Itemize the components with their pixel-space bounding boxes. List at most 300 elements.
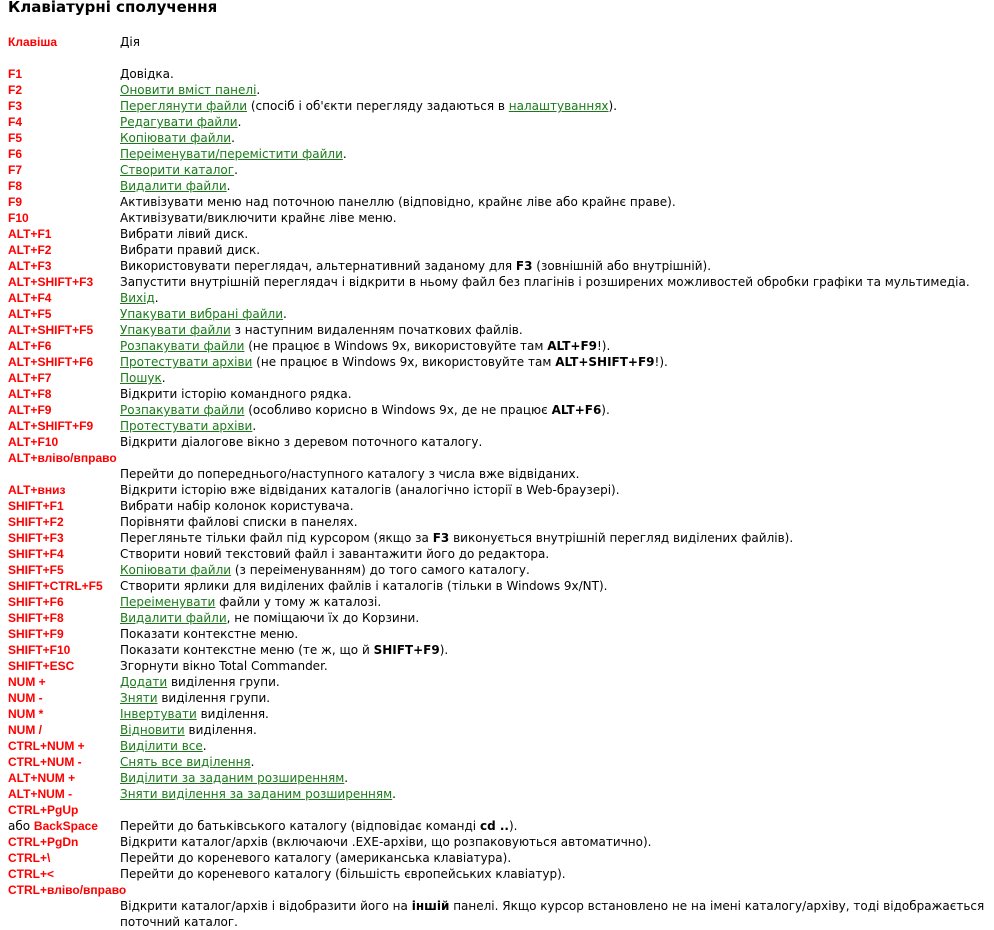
table-row (0, 626, 994, 642)
description-text: !). (654, 355, 668, 369)
description-text: . (250, 755, 255, 769)
shortcut-description (120, 226, 986, 242)
description-text: виділення групи. (157, 691, 271, 705)
help-link[interactable]: Розпакувати файли (120, 403, 245, 417)
description-text: Перейти до кореневого каталогу (більшість європейських клавіатур). (120, 867, 566, 881)
key-label: ALT+F5 (8, 307, 52, 321)
key-label: ALT+F1 (8, 227, 52, 241)
key-label: ALT+F4 (8, 291, 52, 305)
shortcut-key (8, 818, 98, 834)
key-reference: ALT+SHIFT+F9 (555, 355, 655, 369)
table-row (0, 658, 994, 674)
help-link[interactable]: Протестувати архіви (120, 419, 253, 433)
shortcut-description (120, 626, 986, 642)
table-row (0, 386, 994, 402)
description-text: Відкрити історію вже відвіданих каталогів (аналогічно історії в Web-браузері). (120, 483, 620, 497)
shortcut-description (120, 178, 986, 194)
description-text: . (237, 115, 242, 129)
help-link[interactable]: Зняти (120, 691, 158, 705)
description-text: Перегляньте тільки файл під курсором (якщо за (120, 531, 433, 545)
shortcut-description (120, 866, 986, 882)
shortcut-key (8, 66, 22, 82)
table-row (0, 802, 994, 818)
description-text: Вибрати набір колонок користувача. (120, 499, 354, 513)
description-text: Запустити внутрішній переглядач і відкрити в ньому файл без плагінів і розширених можливостей обробки графіки та мультимедіа. (120, 275, 970, 289)
table-row (0, 770, 994, 786)
help-link[interactable]: Вихід (120, 291, 155, 305)
shortcut-description (120, 386, 986, 402)
description-text: (особливо корисно в Windows 9x, де не працює (244, 403, 552, 417)
shortcut-description (120, 274, 986, 290)
table-row (0, 578, 994, 594)
shortcut-description (120, 306, 986, 322)
key-reference: cd .. (479, 819, 509, 833)
help-link[interactable]: Оновити вміст панелі (120, 83, 257, 97)
key-label: CTRL+PgUp (8, 803, 79, 817)
shortcut-key (8, 354, 93, 370)
key-label: F4 (8, 115, 23, 129)
shortcut-description (120, 82, 986, 98)
help-link[interactable]: Виділити все (120, 739, 203, 753)
table-row (0, 882, 994, 898)
description-text: виділення групи. (167, 675, 280, 689)
shortcut-description (120, 850, 986, 866)
key-label: CTRL+\ (8, 851, 51, 865)
key-label: F5 (8, 131, 23, 145)
key-prefix: або (8, 819, 34, 833)
shortcut-key (8, 834, 78, 850)
table-row (0, 706, 994, 722)
shortcut-key (8, 226, 51, 242)
key-label: CTRL+NUM + (8, 739, 85, 753)
description-text: файли у тому ж каталозі. (215, 595, 382, 609)
shortcut-description (120, 738, 986, 754)
description-text: . (344, 771, 349, 785)
description-text: !). (597, 339, 611, 353)
description-text: Відкрити каталог/архів і відобразити його на (120, 899, 412, 913)
table-row (0, 290, 994, 306)
table-row (0, 130, 994, 146)
shortcut-description (120, 114, 986, 130)
table-row (0, 722, 994, 738)
description-text: . (252, 419, 257, 433)
key-label: NUM * (8, 707, 44, 721)
key-label: BackSpace (33, 819, 98, 833)
shortcut-key (8, 578, 103, 594)
key-label: SHIFT+F4 (8, 547, 64, 561)
shortcut-description (120, 498, 986, 514)
key-label: SHIFT+F2 (8, 515, 64, 529)
shortcut-key (8, 178, 22, 194)
description-text: Перейти до кореневого каталогу (американська клавіатура). (120, 851, 512, 865)
key-label: SHIFT+F5 (8, 563, 64, 577)
description-text: Відкрити діалогове вікно з деревом поточного каталогу. (120, 435, 483, 449)
column-header-key: Клавіша (8, 35, 58, 49)
key-label: ALT+SHIFT+F6 (8, 355, 94, 369)
key-label: ALT+F8 (8, 387, 52, 401)
shortcut-description (120, 210, 986, 226)
shortcut-description (120, 242, 986, 258)
shortcut-key (8, 498, 64, 514)
key-label: CTRL+PgDn (8, 835, 79, 849)
shortcut-key (8, 242, 51, 258)
table-row (0, 306, 994, 322)
key-label: SHIFT+F3 (8, 531, 64, 545)
key-label: F2 (8, 83, 23, 97)
key-label: ALT+F3 (8, 259, 52, 273)
description-text: . (283, 307, 287, 321)
description-text: . (161, 371, 166, 385)
shortcut-key (8, 114, 22, 130)
shortcut-description (120, 658, 986, 674)
table-row (0, 98, 994, 114)
shortcut-description (120, 578, 986, 594)
description-text: . (342, 147, 347, 161)
table-row (0, 402, 994, 418)
column-header-action: Дія (120, 35, 140, 49)
description-text: Перейти до попереднього/наступного каталогу з числа вже відвіданих. (120, 467, 580, 481)
description-text: ). (439, 643, 449, 657)
description-text: Порівняти файлові списки в панелях. (120, 515, 358, 529)
shortcut-key (8, 402, 51, 418)
shortcut-key (8, 754, 82, 770)
table-row (0, 866, 994, 882)
shortcut-key (8, 306, 51, 322)
shortcut-key (8, 546, 64, 562)
help-link[interactable]: Переіменувати (120, 595, 216, 609)
key-reference: ALT+F9 (547, 339, 597, 353)
shortcut-key (8, 386, 51, 402)
description-text: ). (601, 403, 610, 417)
table-row (0, 274, 994, 290)
key-label: ALT+F2 (8, 243, 52, 257)
key-label: CTRL+< (8, 867, 55, 881)
shortcut-key (8, 658, 74, 674)
shortcut-description (120, 898, 986, 930)
table-row (0, 818, 994, 834)
table-row (0, 418, 994, 434)
description-text: Активізувати меню над поточною панеллю (відповідно, крайнє ліве або крайнє праве). (120, 195, 676, 209)
key-label: NUM / (8, 723, 42, 737)
table-row (0, 850, 994, 866)
shortcut-description (120, 482, 986, 498)
shortcut-key (8, 434, 58, 450)
table-row (0, 546, 994, 562)
shortcut-description (120, 370, 986, 386)
table-row (0, 834, 994, 850)
shortcut-description (120, 770, 986, 786)
key-label: CTRL+NUM - (8, 755, 82, 769)
key-label: SHIFT+F1 (8, 499, 64, 513)
description-text: Згорнути вікно Total Commander. (120, 659, 328, 673)
help-link[interactable]: Переглянути файли (120, 99, 248, 113)
description-text: виконується внутрішній перегляд виділених файлів). (449, 531, 794, 545)
shortcut-key (8, 530, 64, 546)
shortcut-description (120, 130, 986, 146)
key-label: SHIFT+ESC (8, 659, 75, 673)
shortcut-description (120, 514, 986, 530)
help-link[interactable]: Копіювати файли (120, 131, 232, 145)
shortcut-description (120, 162, 986, 178)
description-text: (спосіб і об'єкти перегляду задаються в (247, 99, 509, 113)
key-label: ALT+F6 (8, 339, 52, 353)
table-row (0, 66, 994, 82)
shortcut-description (120, 402, 986, 418)
shortcut-description (120, 354, 986, 370)
shortcut-description (120, 674, 986, 690)
description-text: Вибрати правий диск. (120, 243, 261, 257)
description-text: , не поміщаючи їх до Корзини. (226, 611, 420, 625)
shortcut-description (120, 562, 986, 578)
table-row (0, 178, 994, 194)
description-text: . (154, 291, 159, 305)
table-row (0, 754, 994, 770)
table-row (0, 674, 994, 690)
key-label: CTRL+вліво/вправо (8, 883, 127, 897)
description-text: (зовнішній або внутрішній). (532, 259, 712, 273)
key-label: NUM + (8, 675, 46, 689)
key-label: SHIFT+CTRL+F5 (8, 579, 103, 593)
table-row (0, 498, 994, 514)
description-text: панелі. Якщо курсор встановлено не на імені каталогу/архіву, тоді відображається поточний каталог. (120, 899, 985, 929)
key-label: F6 (8, 147, 23, 161)
description-text: . (202, 739, 207, 753)
shortcut-key (8, 866, 54, 882)
key-reference: F3 (515, 259, 533, 273)
shortcut-description (120, 258, 986, 274)
shortcut-key (8, 738, 85, 754)
key-label: ALT+NUM + (8, 771, 76, 785)
shortcut-key (8, 482, 65, 498)
description-text: Перейти до батьківського каталогу (відповідає команді (120, 819, 480, 833)
shortcut-key (8, 370, 51, 386)
shortcut-description (120, 338, 986, 354)
description-text: Вибрати лівий диск. (120, 227, 249, 241)
shortcut-description (120, 642, 986, 658)
shortcut-description (120, 146, 986, 162)
key-label: F9 (8, 195, 23, 209)
shortcut-description (120, 546, 986, 562)
shortcut-key (8, 146, 22, 162)
help-link[interactable]: Видалити файли (120, 179, 227, 193)
key-label: ALT+SHIFT+F9 (8, 419, 94, 433)
key-reference: ALT+F6 (551, 403, 602, 417)
help-link[interactable]: Створити каталог (120, 163, 235, 177)
shortcut-key (8, 882, 126, 898)
table-row (0, 114, 994, 130)
key-label: ALT+вниз (8, 483, 66, 497)
shortcut-description (120, 98, 986, 114)
description-text: . (392, 787, 396, 801)
description-text: Створити новий текстовий файл і завантажити його до редактора. (120, 547, 550, 561)
table-row (0, 226, 994, 242)
key-label: F10 (8, 211, 29, 225)
help-link[interactable]: Видалити файли (120, 611, 227, 625)
shortcut-key (8, 450, 117, 466)
description-text: Відкрити каталог/архів (включаючи .EXE-архіви, що розпаковуються автоматично). (120, 835, 652, 849)
description-text: . (226, 179, 231, 193)
shortcut-description (120, 530, 986, 546)
key-label: SHIFT+F9 (8, 627, 64, 641)
table-row (0, 562, 994, 578)
description-text: Показати контекстне меню. (120, 627, 299, 641)
shortcut-description (120, 66, 986, 82)
key-label: SHIFT+F10 (8, 643, 71, 657)
key-label: NUM - (8, 691, 43, 705)
description-text: Активізувати/виключити крайнє ліве меню. (120, 211, 397, 225)
shortcut-description (120, 434, 986, 450)
shortcut-key (8, 674, 46, 690)
table-row (0, 242, 994, 258)
description-text: виділення. (184, 723, 257, 737)
shortcut-key (8, 258, 51, 274)
shortcut-key (8, 850, 50, 866)
table-row (0, 434, 994, 450)
help-link[interactable]: Виділити за заданим розширенням (120, 771, 345, 785)
help-link[interactable]: налаштуваннях (508, 99, 609, 113)
description-text: . (256, 83, 261, 97)
key-label: SHIFT+F8 (8, 611, 64, 625)
shortcut-description (120, 690, 986, 706)
help-link[interactable]: Розпакувати файли (120, 339, 245, 353)
shortcut-description (120, 322, 986, 338)
table-row (0, 210, 994, 226)
shortcut-key (8, 706, 43, 722)
table-row (0, 194, 994, 210)
shortcut-key (8, 322, 93, 338)
description-text: (не працює в Windows 9x, використовуйте там (244, 339, 548, 353)
table-row (0, 610, 994, 626)
key-label: F1 (8, 67, 23, 81)
table-row (0, 354, 994, 370)
description-text: (не працює в Windows 9x, використовуйте там (252, 355, 556, 369)
description-text: (з переіменуванням) до того самого каталогу. (231, 563, 530, 577)
table-row (0, 898, 994, 930)
shortcut-key (8, 562, 64, 578)
shortcut-key (8, 194, 22, 210)
shortcut-key (8, 642, 70, 658)
shortcut-description (120, 194, 986, 210)
table-row (0, 642, 994, 658)
help-link[interactable]: Снять все виділення (120, 755, 251, 769)
help-link[interactable]: Додати (120, 675, 168, 689)
table-row (0, 530, 994, 546)
key-label: ALT+F7 (8, 371, 52, 385)
key-label: ALT+SHIFT+F5 (8, 323, 94, 337)
description-text: Показати контекстне меню (те ж, що й (120, 643, 374, 657)
description-text: Створити ярлики для виділених файлів і каталогів (тільки в Windows 9x/NT). (120, 579, 608, 593)
shortcut-key (8, 514, 64, 530)
key-label: F7 (8, 163, 23, 177)
key-label: ALT+вліво/вправо (8, 451, 117, 465)
shortcut-key (8, 594, 64, 610)
table-row (0, 786, 994, 802)
shortcut-description (120, 818, 986, 834)
table-row (0, 738, 994, 754)
key-label: ALT+NUM - (8, 787, 73, 801)
shortcut-key (8, 290, 51, 306)
table-row (0, 514, 994, 530)
key-reference: іншій (411, 899, 450, 913)
shortcut-description (120, 418, 986, 434)
table-row (0, 450, 994, 466)
help-link[interactable]: Переіменувати/перемістити файли (120, 147, 343, 161)
table-row (0, 690, 994, 706)
shortcut-key (8, 82, 22, 98)
shortcut-key (8, 98, 22, 114)
table-row (0, 322, 994, 338)
help-link[interactable]: Інвертувати (120, 707, 197, 721)
shortcut-key (8, 162, 22, 178)
shortcut-key (8, 802, 78, 818)
help-link[interactable]: Упакувати файли (120, 323, 231, 337)
table-row (0, 162, 994, 178)
table-row (0, 594, 994, 610)
shortcut-key (8, 338, 51, 354)
shortcut-key (8, 130, 22, 146)
shortcut-key (8, 626, 64, 642)
shortcut-description (120, 786, 986, 802)
table-row (0, 466, 994, 482)
shortcut-table (0, 66, 994, 930)
help-link[interactable]: Пошук (120, 371, 162, 385)
key-label: ALT+SHIFT+F3 (8, 275, 94, 289)
key-label: F3 (8, 99, 23, 113)
shortcut-description (120, 594, 986, 610)
table-row (0, 82, 994, 98)
table-row (0, 370, 994, 386)
key-label: ALT+F10 (8, 435, 59, 449)
shortcut-key (8, 274, 93, 290)
table-row (0, 338, 994, 354)
shortcut-key (8, 690, 43, 706)
shortcut-key (8, 770, 75, 786)
description-text: ). (508, 819, 518, 833)
shortcut-description (120, 290, 986, 306)
help-link[interactable]: Протестувати архіви (120, 355, 253, 369)
description-text: виділення. (196, 707, 269, 721)
key-reference: F3 (432, 531, 450, 545)
key-label: SHIFT+F6 (8, 595, 64, 609)
shortcut-description (120, 722, 986, 738)
help-link[interactable]: Упакувати вибрані файли (120, 307, 284, 321)
shortcut-description (120, 834, 986, 850)
shortcut-key (8, 418, 93, 434)
table-row (0, 258, 994, 274)
description-text: . (234, 163, 238, 177)
shortcut-key (8, 210, 29, 226)
key-label: ALT+F9 (8, 403, 52, 417)
help-link[interactable]: Зняти виділення за заданим розширенням (120, 787, 393, 801)
help-link[interactable]: Відновити (120, 723, 185, 737)
table-row (0, 482, 994, 498)
shortcut-description (120, 610, 986, 626)
shortcut-key (8, 722, 42, 738)
page-title: Клавіатурні сполучення (8, 0, 218, 16)
shortcut-description (120, 466, 986, 482)
key-label: F8 (8, 179, 23, 193)
help-link[interactable]: Редагувати файли (120, 115, 238, 129)
description-text: з наступним видаленням початкових файлів. (230, 323, 523, 337)
description-text: Використовувати переглядач, альтернативний заданому для (120, 259, 516, 273)
shortcut-description (120, 706, 986, 722)
description-text: . (231, 131, 235, 145)
table-row (0, 146, 994, 162)
shortcut-key (8, 786, 72, 802)
shortcut-description (120, 754, 986, 770)
help-link[interactable]: Копіювати файли (120, 563, 232, 577)
shortcut-key (8, 610, 64, 626)
